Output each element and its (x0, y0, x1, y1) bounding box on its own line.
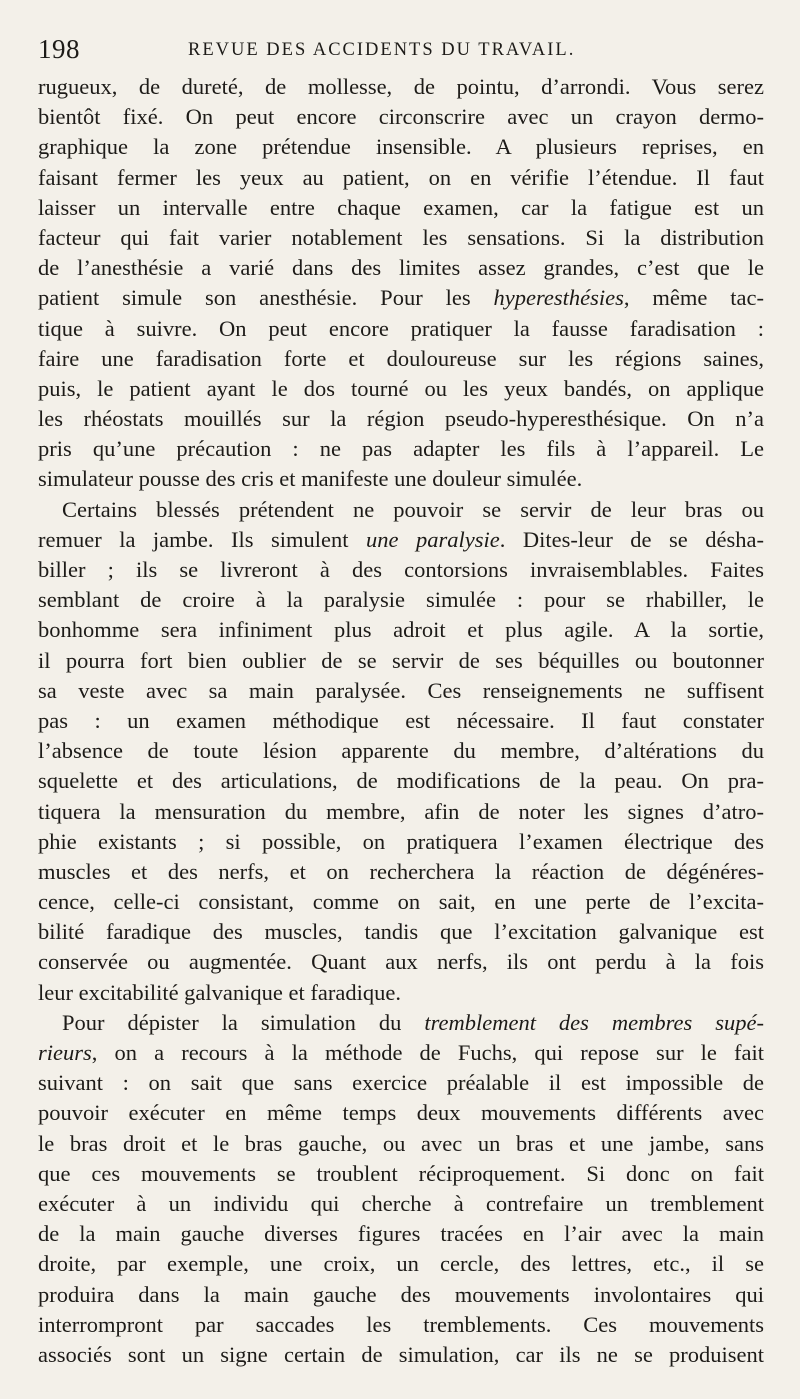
text-line (38, 947, 764, 977)
text-segment: patient simule son anesthésie. Pour les (38, 285, 494, 311)
text-line (38, 344, 764, 374)
text-segment: , on a recours à la méthode de Fuchs, qui repose sur le fait (91, 1040, 764, 1065)
text-segment: squelette et des articulations, de modifications de la peau. On pra- (38, 768, 764, 794)
text-segment: rugueux, de dureté, de mollesse, de pointu, d’arrondi. Vous serez (38, 74, 764, 99)
text-segment: interrompront par saccades les tremblements. Ces mouvements (38, 1311, 764, 1337)
text-line (38, 72, 764, 102)
text-segment: le bras droit et le bras gauche, ou avec un bras et une jambe, sans (38, 1130, 764, 1156)
text-segment: simulateur pousse des cris et manifeste une douleur simulée. (38, 466, 583, 492)
text-line (38, 102, 764, 132)
text-segment: bientôt fixé. On peut encore circonscrire avec un crayon dermo- (38, 104, 764, 130)
text-line (38, 887, 764, 917)
text-line (38, 374, 764, 404)
text-segment: laisser un intervalle entre chaque examen, car la fatigue est un (38, 194, 764, 220)
text-segment: associés sont un signe certain de simulation, car ils ne se produisent (38, 1341, 764, 1367)
text-segment: droite, par exemple, une croix, un cercle, des lettres, etc., il se (38, 1251, 764, 1277)
text-line (38, 736, 764, 766)
text-line (38, 1068, 764, 1098)
italic-text: rieurs (38, 1040, 92, 1065)
text-line (38, 585, 764, 615)
text-segment: Certains blessés prétendent ne pouvoir se servir de leur bras ou (62, 496, 764, 522)
text-line (38, 163, 764, 193)
text-segment: bonhomme sera infiniment plus adroit et plus agile. A la sortie, (38, 617, 764, 643)
text-line (38, 1038, 764, 1068)
page-header (38, 30, 758, 70)
text-line (38, 706, 764, 736)
page-number: 198 (38, 34, 80, 64)
text-line (38, 797, 764, 827)
text-line (38, 646, 764, 676)
text-segment: facteur qui fait varier notablement les sensations. Si la distribution (38, 224, 764, 250)
text-segment: remuer la jambe. Ils simulent (38, 526, 367, 552)
italic-text: hyperesthésies (493, 285, 624, 311)
running-title: REVUE DES ACCIDENTS DU TRAVAIL. (188, 40, 576, 60)
text-segment: l’absence de toute lésion apparente du membre, d’altérations du (38, 738, 764, 764)
text-line (38, 193, 764, 223)
text-segment: graphique la zone prétendue insensible. A plusieurs reprises, en (38, 134, 764, 160)
text-segment: semblant de croire à la paralysie simulée : pour se rhabiller, le (38, 587, 764, 613)
text-line (38, 283, 764, 313)
italic-text: tremblement des membres supé- (424, 1009, 764, 1035)
text-line (38, 404, 764, 434)
text-segment: muscles et des nerfs, et on recherchera la réaction de dégénéres- (38, 858, 764, 884)
text-segment: exécuter à un individu qui cherche à contrefaire un tremblement (38, 1190, 764, 1216)
text-segment: les rhéostats mouillés sur la région pseudo-hyperesthésique. On n’a (38, 406, 764, 432)
text-line (38, 1310, 764, 1340)
text-line (38, 978, 764, 1008)
text-segment: conservée ou augmentée. Quant aux nerfs, ils ont perdu à la fois (38, 949, 764, 975)
text-segment: phie existants ; si possible, on pratiquera l’examen électrique des (38, 828, 764, 854)
text-line (38, 1189, 764, 1219)
text-segment: faisant fermer les yeux au patient, on en vérifie l’étendue. Il faut (38, 164, 764, 190)
text-segment: tique à suivre. On peut encore pratiquer la fausse faradisation : (38, 315, 764, 341)
text-segment: biller ; ils se livreront à des contorsions invraisemblables. Faites (38, 557, 764, 582)
text-segment: produira dans la main gauche des mouvements involontaires qui (38, 1281, 764, 1307)
text-segment: de l’anesthésie a varié dans des limites assez grandes, c’est que le (38, 255, 764, 281)
text-segment: sa veste avec sa main paralysée. Ces renseignements ne suffisent (38, 677, 764, 703)
text-line (38, 1098, 764, 1128)
text-line (38, 766, 764, 796)
text-line (38, 132, 764, 162)
text-line (38, 223, 764, 253)
text-line (38, 1008, 764, 1038)
text-segment: tiquera la mensuration du membre, afin de noter les signes d’atro- (38, 798, 764, 824)
text-line (38, 917, 764, 947)
text-segment: leur excitabilité galvanique et faradique. (38, 979, 401, 1005)
text-line (38, 1159, 764, 1189)
text-segment: de la main gauche diverses figures tracées en l’air avec la main (38, 1221, 764, 1247)
text-segment: suivant : on sait que sans exercice préalable il est impossible de (38, 1070, 764, 1096)
text-line (38, 1129, 764, 1159)
text-line (38, 464, 764, 494)
text-segment: pas : un examen méthodique est nécessaire. Il faut constater (38, 707, 764, 733)
body-text (38, 72, 764, 1370)
text-segment: . Dites-leur de se désha- (499, 526, 764, 552)
text-segment: puis, le patient ayant le dos tourné ou les yeux bandés, on applique (38, 375, 764, 401)
text-line (38, 434, 764, 464)
text-segment: il pourra fort bien oublier de se servir de ses béquilles ou boutonner (38, 647, 764, 673)
text-segment: que ces mouvements se troublent réciproquement. Si donc on fait (38, 1160, 764, 1186)
text-segment: cence, celle-ci consistant, comme on sait, en une perte de l’excita- (38, 889, 764, 915)
text-segment: bilité faradique des muscles, tandis que l’excitation galvanique est (38, 919, 764, 945)
text-line (38, 1340, 764, 1370)
text-line (38, 253, 764, 283)
text-segment: pouvoir exécuter en même temps deux mouvements différents avec (38, 1100, 764, 1126)
text-line (38, 495, 764, 525)
text-line (38, 676, 764, 706)
text-segment: Pour dépister la simulation du (62, 1009, 425, 1035)
text-segment: faire une faradisation forte et douloureuse sur les régions saines, (38, 345, 764, 371)
text-line (38, 525, 764, 555)
text-line (38, 857, 764, 887)
text-line (38, 1280, 764, 1310)
text-line (38, 827, 764, 857)
text-line (38, 555, 764, 585)
text-line (38, 1249, 764, 1279)
text-line (38, 1219, 764, 1249)
text-line (38, 314, 764, 344)
text-segment: pris qu’une précaution : ne pas adapter les fils à l’appareil. Le (38, 436, 764, 462)
text-segment: , même tac- (623, 285, 764, 311)
text-line (38, 615, 764, 645)
italic-text: une paralysie (366, 526, 500, 552)
